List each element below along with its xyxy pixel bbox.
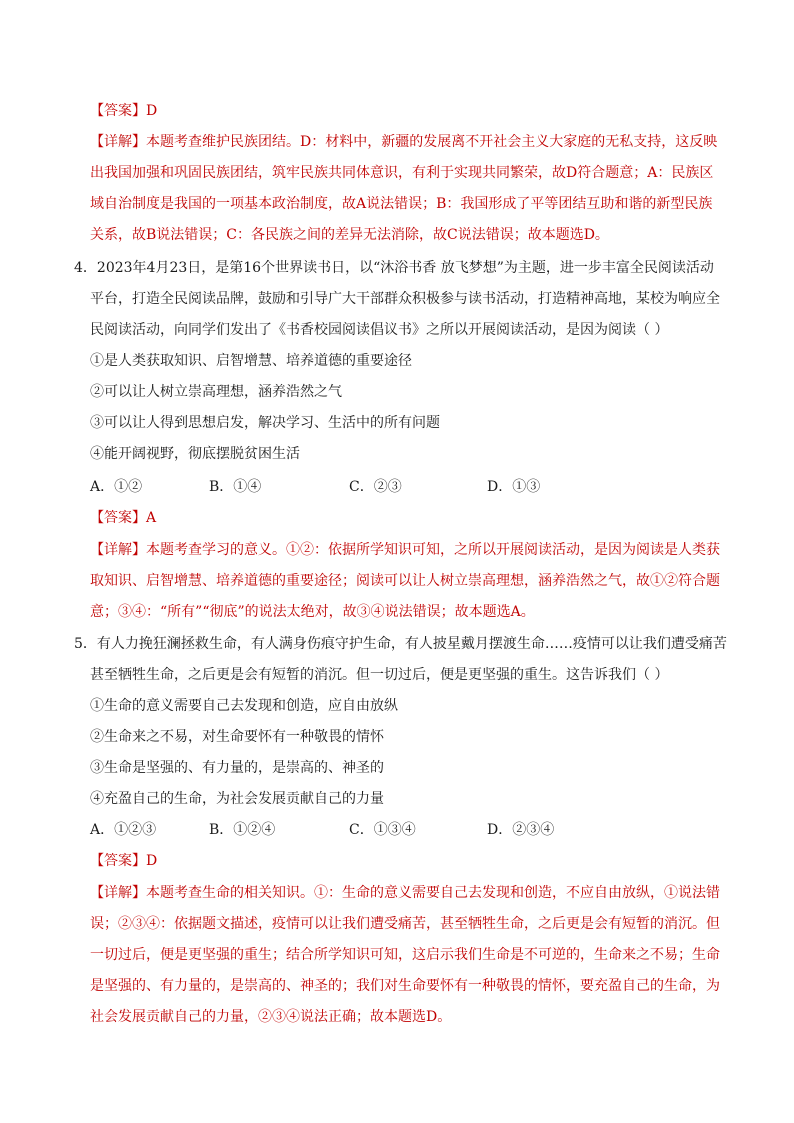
question-number: 4． — [74, 260, 97, 276]
detail-highlight: ① — [314, 885, 328, 901]
choice-d[interactable]: D．①③ — [487, 479, 541, 495]
choice-c[interactable]: C．①③④ — [349, 822, 416, 838]
answer-label: 【答案】 — [90, 853, 146, 869]
detail-intro: 本题考查学习的意义。 — [146, 542, 286, 558]
choice-a[interactable]: A．①②③ — [90, 822, 157, 838]
choice-b[interactable]: B．①④ — [209, 479, 262, 495]
detail-highlight: ①② — [286, 542, 314, 558]
question-4-stem-line: 平台，打造全民阅读品牌，鼓励和引导广大干部群众积极参与读书活动，打造精神高地，某校为响应全 — [90, 291, 720, 307]
statement-item: ②生命来之不易，对生命要怀有一种敬畏的情怀 — [90, 729, 384, 745]
detail-line: 取知识、启智增慧、培养道德的重要途径；阅读可以让人树立崇高理想，涵养浩然之气，故①②符合题 — [90, 573, 720, 589]
detail-line — [90, 132, 717, 152]
answer-value: A — [146, 510, 157, 526]
detail-line: 社会发展贡献自己的力量，②③④说法正确；故本题选D。 — [90, 1009, 452, 1025]
statement-item: ②可以让人树立崇高理想，涵养浩然之气 — [90, 384, 342, 400]
detail-label: 【详解】 — [90, 885, 146, 901]
choice-c[interactable]: C．②③ — [349, 479, 402, 495]
question-number: 5． — [74, 636, 97, 652]
question-4-stem-line: 民阅读活动，向同学们发出了《书香校园阅读倡议书》之所以开展阅读活动，是因为阅读（ ） — [90, 322, 669, 338]
answer-label: 【答案】 — [90, 510, 146, 526]
statement-item: ④能开阔视野，彻底摆脱贫困生活 — [90, 446, 300, 462]
answer-value: D — [146, 853, 158, 869]
choice-d[interactable]: D．②③④ — [487, 822, 555, 838]
question-4-stem — [74, 258, 714, 278]
detail-line — [90, 540, 720, 560]
question-5-stem-line: 甚至牺牲生命，之后更是会有短暂的消沉。但一切过后，便是更坚强的重生。这告诉我们（ ） — [90, 667, 669, 683]
answer-value: D — [146, 103, 158, 119]
statement-item: ①是人类获取知识、启智增慧、培养道德的重要途径 — [90, 353, 412, 369]
detail-label: 【详解】 — [90, 134, 146, 150]
detail-line — [90, 914, 720, 934]
detail-line — [90, 883, 720, 903]
answer-line-q3 — [90, 101, 157, 121]
detail-line: 意；③④：“所有”“彻底”的说法太绝对，故③④说法错误；故本题选A。 — [90, 604, 535, 620]
detail-highlight: ②③④ — [118, 916, 160, 932]
statement-item: ①生命的意义需要自己去发现和创造，应自由放纵 — [90, 698, 398, 714]
detail-line: 一切过后，便是更坚强的重生；结合所学知识可知，这启示我们生命是不可逆的，生命来之不易；生命 — [90, 947, 720, 963]
detail-text: 误； — [90, 916, 118, 932]
statement-item: ③生命是坚强的、有力量的，是崇高的、神圣的 — [90, 760, 384, 776]
detail-line: 域自治制度是我国的一项基本政治制度，故A说法错误；B：我国形成了平等团结互助和谐的新型民族 — [90, 196, 713, 212]
answer-line-q5 — [90, 851, 157, 871]
stem-text: 2023年4月23日，是第16个世界读书日，以“沐浴书香 放飞梦想”为主题，进一步丰富全民阅读活动 — [96, 260, 714, 276]
detail-text: 本题考查维护民族团结。D：材料中，新疆的发展离不开社会主义大家庭的无私支持，这反映 — [146, 134, 718, 150]
stem-text: 有人力挽狂澜拯救生命，有人满身伤痕守护生命，有人披星戴月摆渡生命……疫情可以让我们遭受痛苦 — [96, 636, 727, 652]
detail-label: 【详解】 — [90, 542, 146, 558]
answer-label: 【答案】 — [90, 103, 146, 119]
question-5-stem — [74, 634, 727, 654]
choice-a[interactable]: A．①② — [90, 479, 143, 495]
detail-line: 关系，故B说法错误；C：各民族之间的差异无法消除，故C说法错误；故本题选D。 — [90, 227, 609, 243]
choice-b[interactable]: B．①②④ — [209, 822, 276, 838]
detail-line: 是坚强的、有力量的，是崇高的、神圣的；我们对生命要怀有一种敬畏的情怀，要充盈自己的生命，为 — [90, 978, 720, 994]
detail-text: ：生命的意义需要自己去发现和创造，不应自由放纵，①说法错 — [328, 885, 720, 901]
answer-line-q4 — [90, 508, 156, 528]
statement-item: ④充盈自己的生命，为社会发展贡献自己的力量 — [90, 791, 384, 807]
detail-intro: 本题考查生命的相关知识。 — [146, 885, 314, 901]
detail-text: ：依据所学知识可知，之所以开展阅读活动，是因为阅读是人类获 — [314, 542, 720, 558]
detail-text: ：依据题文描述，疫情可以让我们遭受痛苦，甚至牺牲生命，之后更是会有短暂的消沉。但 — [160, 916, 720, 932]
statement-item: ③可以让人得到思想启发，解决学习、生活中的所有问题 — [90, 415, 440, 431]
detail-line: 出我国加强和巩固民族团结，筑牢民族共同体意识，有利于实现共同繁荣，故D符合题意；A：民族区 — [90, 165, 714, 181]
